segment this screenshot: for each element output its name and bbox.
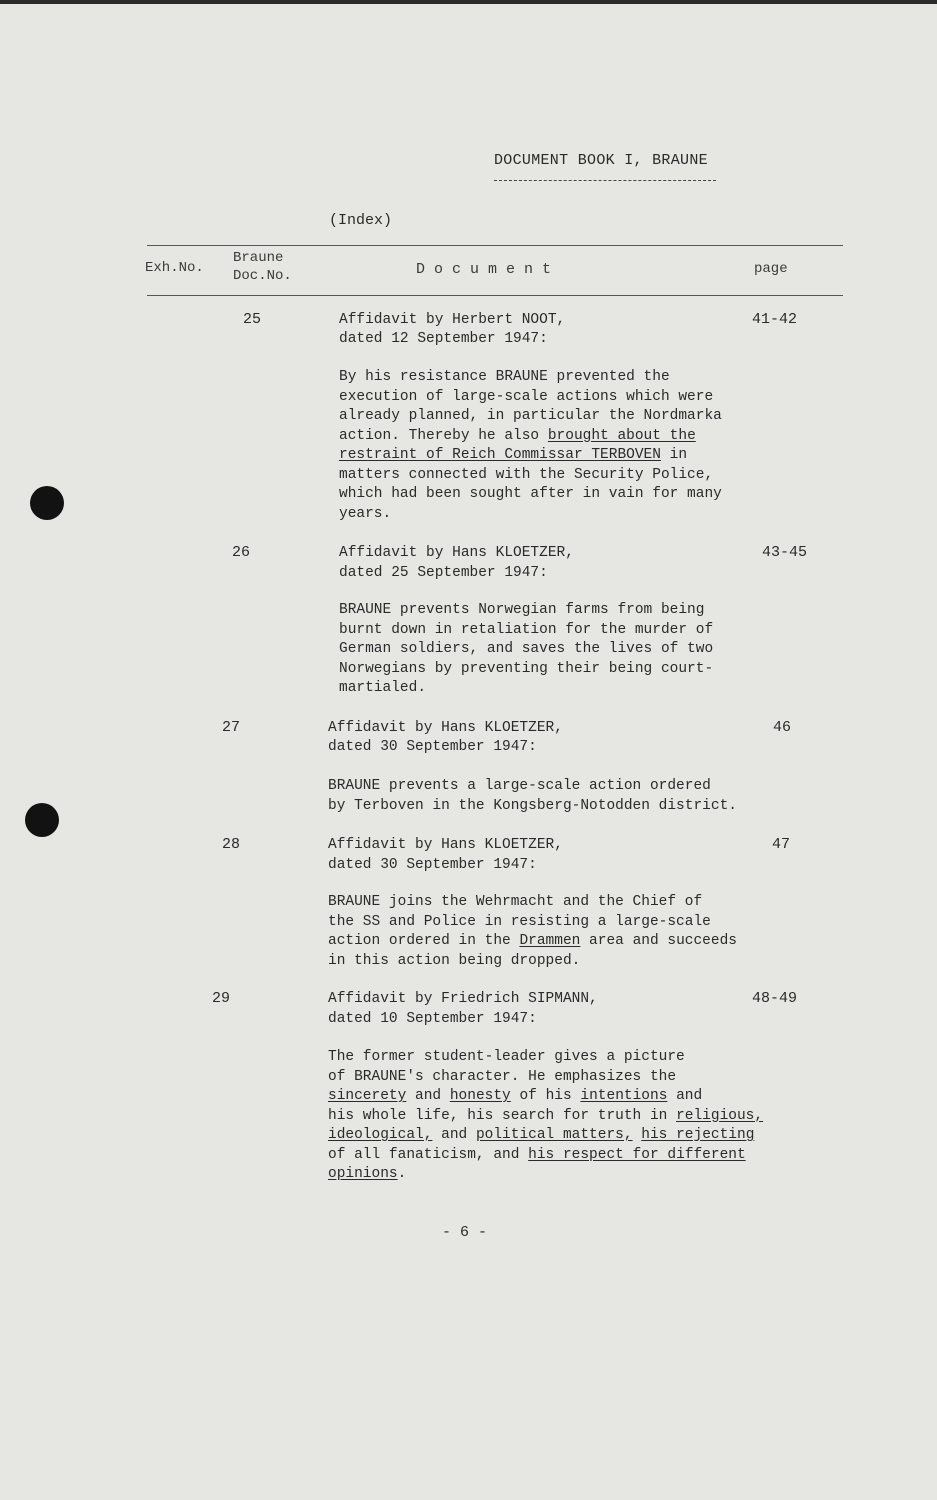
underlined-phrase: sincerety: [328, 1088, 407, 1104]
text-segment: [633, 1127, 642, 1143]
text-segment: BRAUNE prevents a large-scale action ordered: [328, 778, 711, 794]
document-book-title: DOCUMENT BOOK I, BRAUNE: [494, 152, 708, 169]
text-segment: action. Thereby he also: [339, 427, 548, 444]
summary-line: [328, 1087, 763, 1107]
summary-line: [328, 932, 737, 952]
col-header-braune-line1: Braune: [233, 250, 284, 266]
text-segment: which had been sought after in vain for many: [339, 486, 722, 502]
text-segment: action ordered in the: [328, 933, 520, 949]
col-header-exh-no: Exh.No.: [145, 260, 204, 276]
underlined-phrase: opinions: [328, 1166, 398, 1182]
summary-line: [328, 1068, 763, 1088]
entry-page-range: 43-45: [762, 544, 808, 561]
summary-line: [328, 1146, 763, 1166]
summary-line: [339, 485, 722, 505]
text-segment: matters connected with the Security Police,: [339, 466, 714, 483]
entry-title-line: Affidavit by Herbert NOOT,: [339, 312, 566, 328]
entry-page-range: 46: [773, 719, 792, 736]
summary-line: [339, 407, 722, 427]
entry-date-line: dated 12 September 1947:: [339, 331, 548, 347]
text-segment: and: [667, 1088, 703, 1104]
text-segment: The former student-leader gives a picture: [328, 1049, 685, 1065]
col-header-document: D o c u m e n t: [416, 261, 552, 278]
summary-line: [328, 1165, 763, 1185]
text-segment: burnt down in retaliation for the murder of: [339, 621, 714, 638]
entry-title-line: Affidavit by Hans KLOETZER,: [328, 720, 563, 736]
text-segment: the SS and Police in resisting a large-scale: [328, 913, 711, 930]
text-segment: .: [397, 1166, 407, 1182]
summary-line: [328, 1048, 763, 1068]
summary-line: [339, 679, 713, 699]
punch-hole-top: [30, 486, 64, 520]
entry-title-line: Affidavit by Friedrich SIPMANN,: [328, 991, 598, 1007]
text-segment: by Terboven in the Kongsberg-Notodden district.: [328, 797, 737, 814]
summary-line: [328, 797, 737, 817]
text-segment: and: [406, 1088, 450, 1104]
summary-line: [339, 427, 722, 447]
title-dashed-underline: [494, 180, 716, 181]
entry-page-range: 48-49: [752, 990, 798, 1007]
entry-summary: [339, 601, 713, 699]
summary-line: [339, 621, 713, 641]
text-segment: years.: [339, 505, 392, 522]
entry-doc-no: 25: [243, 311, 262, 328]
table-top-rule: [147, 245, 843, 246]
text-segment: in this action being dropped.: [328, 952, 581, 969]
underlined-phrase: restraint of Reich Commissar TERBOVEN: [339, 447, 661, 463]
underlined-phrase: religious,: [676, 1107, 764, 1124]
text-segment: already planned, in particular the Nordmarka: [339, 408, 722, 424]
entry-doc-no: 28: [222, 836, 241, 853]
summary-line: [339, 466, 722, 486]
entry-doc-no: 26: [232, 544, 251, 561]
entry-page-range: 41-42: [752, 311, 798, 328]
summary-line: [328, 1107, 763, 1127]
summary-line: [328, 913, 737, 933]
page-number: - 6 -: [442, 1224, 488, 1241]
summary-line: [339, 388, 722, 408]
text-segment: of all fanaticism, and: [328, 1146, 529, 1163]
text-segment: BRAUNE prevents Norwegian farms from being: [339, 602, 705, 618]
entry-title-line: Affidavit by Hans KLOETZER,: [339, 545, 574, 561]
entry-date-line: dated 25 September 1947:: [339, 565, 548, 581]
underlined-phrase: his respect for different: [528, 1146, 746, 1163]
underlined-phrase: ideological,: [328, 1127, 433, 1143]
text-segment: area and succeeds: [580, 933, 737, 949]
text-segment: martialed.: [339, 680, 427, 696]
col-header-page: page: [754, 261, 788, 277]
scan-top-edge: [0, 0, 937, 4]
text-segment: German soldiers, and saves the lives of two: [339, 641, 714, 657]
text-segment: of BRAUNE's character. He emphasizes the: [328, 1068, 677, 1085]
index-label: (Index): [329, 212, 393, 229]
text-segment: By his resistance BRAUNE prevented the: [339, 369, 670, 385]
text-segment: Norwegians by preventing their being court-: [339, 660, 714, 677]
text-segment: his whole life, his search for truth in: [328, 1107, 677, 1124]
underlined-phrase: intentions: [580, 1088, 668, 1104]
punch-hole-bottom: [25, 803, 59, 837]
summary-line: [339, 505, 722, 525]
entry-summary: [328, 777, 737, 816]
summary-line: [328, 952, 737, 972]
entry-doc-no: 29: [212, 990, 231, 1007]
entry-doc-no: 27: [222, 719, 241, 736]
text-segment: execution of large-scale actions which were: [339, 388, 714, 405]
entry-title-line: Affidavit by Hans KLOETZER,: [328, 837, 563, 853]
underlined-phrase: political matters,: [475, 1127, 633, 1143]
entry-summary: [328, 893, 737, 971]
entry-date-line: dated 30 September 1947:: [328, 739, 537, 755]
entry-summary: [339, 368, 722, 524]
text-segment: in: [660, 447, 688, 463]
summary-line: [339, 446, 722, 466]
summary-line: [339, 660, 713, 680]
underlined-phrase: his rejecting: [641, 1127, 755, 1143]
entry-page-range: 47: [772, 836, 791, 853]
entry-date-line: dated 10 September 1947:: [328, 1011, 537, 1027]
summary-line: [328, 1126, 763, 1146]
text-segment: and: [432, 1127, 476, 1143]
entry-date-line: dated 30 September 1947:: [328, 857, 537, 873]
summary-line: [339, 640, 713, 660]
underlined-phrase: Drammen: [519, 933, 581, 949]
table-header-rule: [147, 295, 843, 296]
underlined-phrase: brought about the: [547, 427, 696, 444]
summary-line: [339, 601, 713, 621]
summary-line: [328, 893, 737, 913]
text-segment: BRAUNE joins the Wehrmacht and the Chief of: [328, 894, 703, 910]
text-segment: of his: [510, 1088, 581, 1104]
col-header-braune-line2: Doc.No.: [233, 268, 292, 284]
entry-summary: [328, 1048, 763, 1185]
summary-line: [328, 777, 737, 797]
underlined-phrase: honesty: [449, 1088, 511, 1104]
summary-line: [339, 368, 722, 388]
